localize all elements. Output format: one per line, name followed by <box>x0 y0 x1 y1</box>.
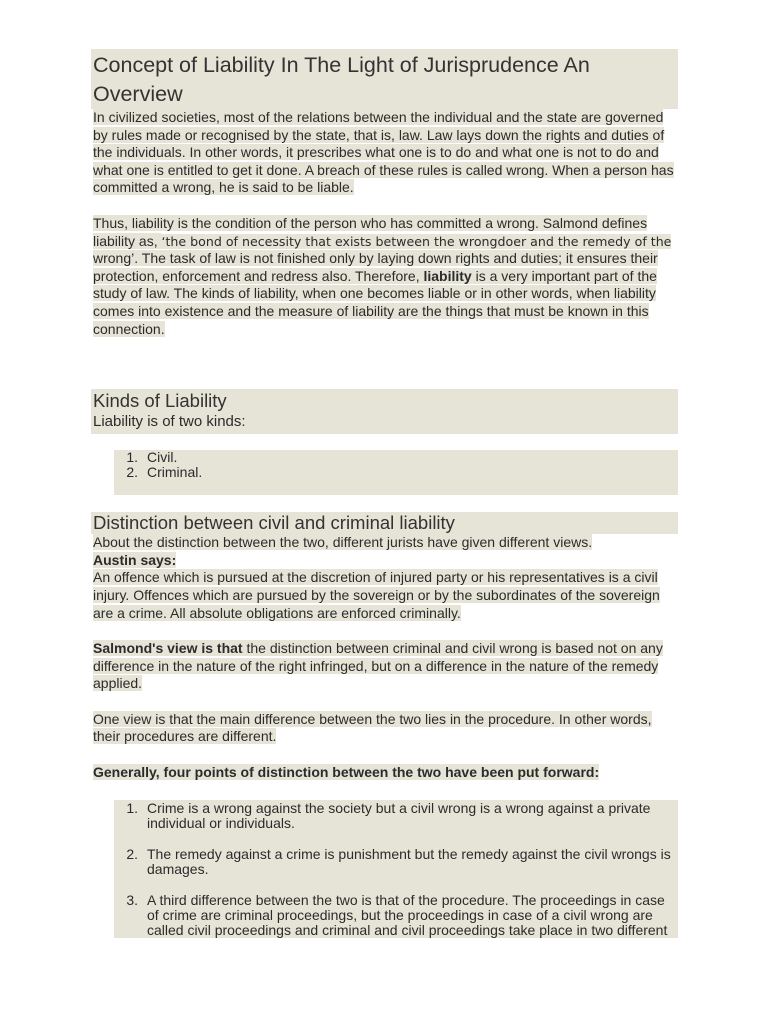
intro-paragraph-1 <box>91 109 678 197</box>
salmond-text: the distinction between criminal and civil wrong is based not on any difference in the nature of the right infringed, but on a difference in the nature of the remedy applied. <box>93 640 663 692</box>
points-list <box>114 800 678 938</box>
distinction-lead <box>91 534 678 552</box>
austin-label-para <box>91 552 678 570</box>
document-title: Concept of Liability In The Light of Jurisprudence An Overview <box>91 49 678 109</box>
liability-bold: liability <box>423 267 472 284</box>
document-page <box>91 49 678 938</box>
list-item-text: Criminal. <box>147 464 203 481</box>
four-points-paragraph <box>91 764 678 782</box>
list-item-number: 1. <box>126 799 138 816</box>
list-item-number: 2. <box>126 845 138 862</box>
list-item-text: Civil. <box>147 449 178 466</box>
list-item-number: 2. <box>126 464 138 481</box>
salmond-bold: Salmond's view is that <box>93 640 243 657</box>
list-item-number: 1. <box>126 449 138 466</box>
distinction-heading: Distinction between civil and criminal liability <box>91 512 678 534</box>
intro-p2-part2: wrong’. The task of law is not finished only by laying down rights and duties; it ensures their protection, enforcement and redress also. Therefore, <box>93 250 658 284</box>
list-item <box>114 847 678 877</box>
list-item <box>114 465 678 480</box>
intro-paragraph-2 <box>91 215 678 338</box>
salmond-paragraph <box>91 640 678 693</box>
intro-p2-part3: is a very important part of the study of law. The kinds of liability, when one becomes liable or in other words, when liability comes into existence and the measure of liability are the things that must be known in this connection. <box>93 267 657 337</box>
austin-label: Austin says: <box>93 551 177 568</box>
austin-text: An offence which is pursued at the discretion of injured party or his representatives is a civil injury. Offences which are pursued by the sovereign or by the subordinates of the sovereign are a crime. All absolute obligations are enforced criminally. <box>93 569 660 621</box>
list-item <box>114 801 678 831</box>
list-item-text: A third difference between the two is that of the procedure. The proceedings in case of crime are criminal proceedings, but the proceedings in case of a civil wrong are called civil proceedings and criminal and civil proceedings take place in two different <box>147 892 668 938</box>
list-item <box>114 893 678 938</box>
procedure-paragraph <box>91 711 678 746</box>
intro-paragraph-1-text: In civilized societies, most of the relations between the individual and the state are governed by rules made or recognised by the state, that is, law. Law lays down the rights and duties of the individuals. In other words, it prescribes what one is to do and what one is not to do and what one is entitled to get it done. A breach of these rules is called wrong. When a person has committed a wrong, he is said to be liable. <box>93 109 674 196</box>
procedure-text: One view is that the main difference between the two lies in the procedure. In other words, their procedures are different. <box>93 710 652 745</box>
kinds-list <box>114 450 678 495</box>
four-points-label: Generally, four points of distinction between the two have been put forward: <box>93 764 600 781</box>
distinction-lead-text: About the distinction between the two, different jurists have given different views. <box>93 534 593 551</box>
list-item-text: The remedy against a crime is punishment but the remedy against the civil wrongs is damages. <box>147 845 671 877</box>
list-item-number: 3. <box>126 892 138 908</box>
austin-paragraph <box>91 569 678 622</box>
intro-p2-part1: Thus, liability is the condition of the person who has committed a wrong. Salmond defines liability as, <box>93 214 648 249</box>
kinds-lead: Liability is of two kinds: <box>91 412 678 434</box>
list-item <box>114 450 678 465</box>
salmond-quote: ‘the bond of necessity that exists between the wrongdoer and the remedy of the <box>161 233 672 249</box>
kinds-heading: Kinds of Liability <box>91 389 678 412</box>
list-item-text: Crime is a wrong against the society but a civil wrong is a wrong against a private individual or individuals. <box>147 799 651 831</box>
